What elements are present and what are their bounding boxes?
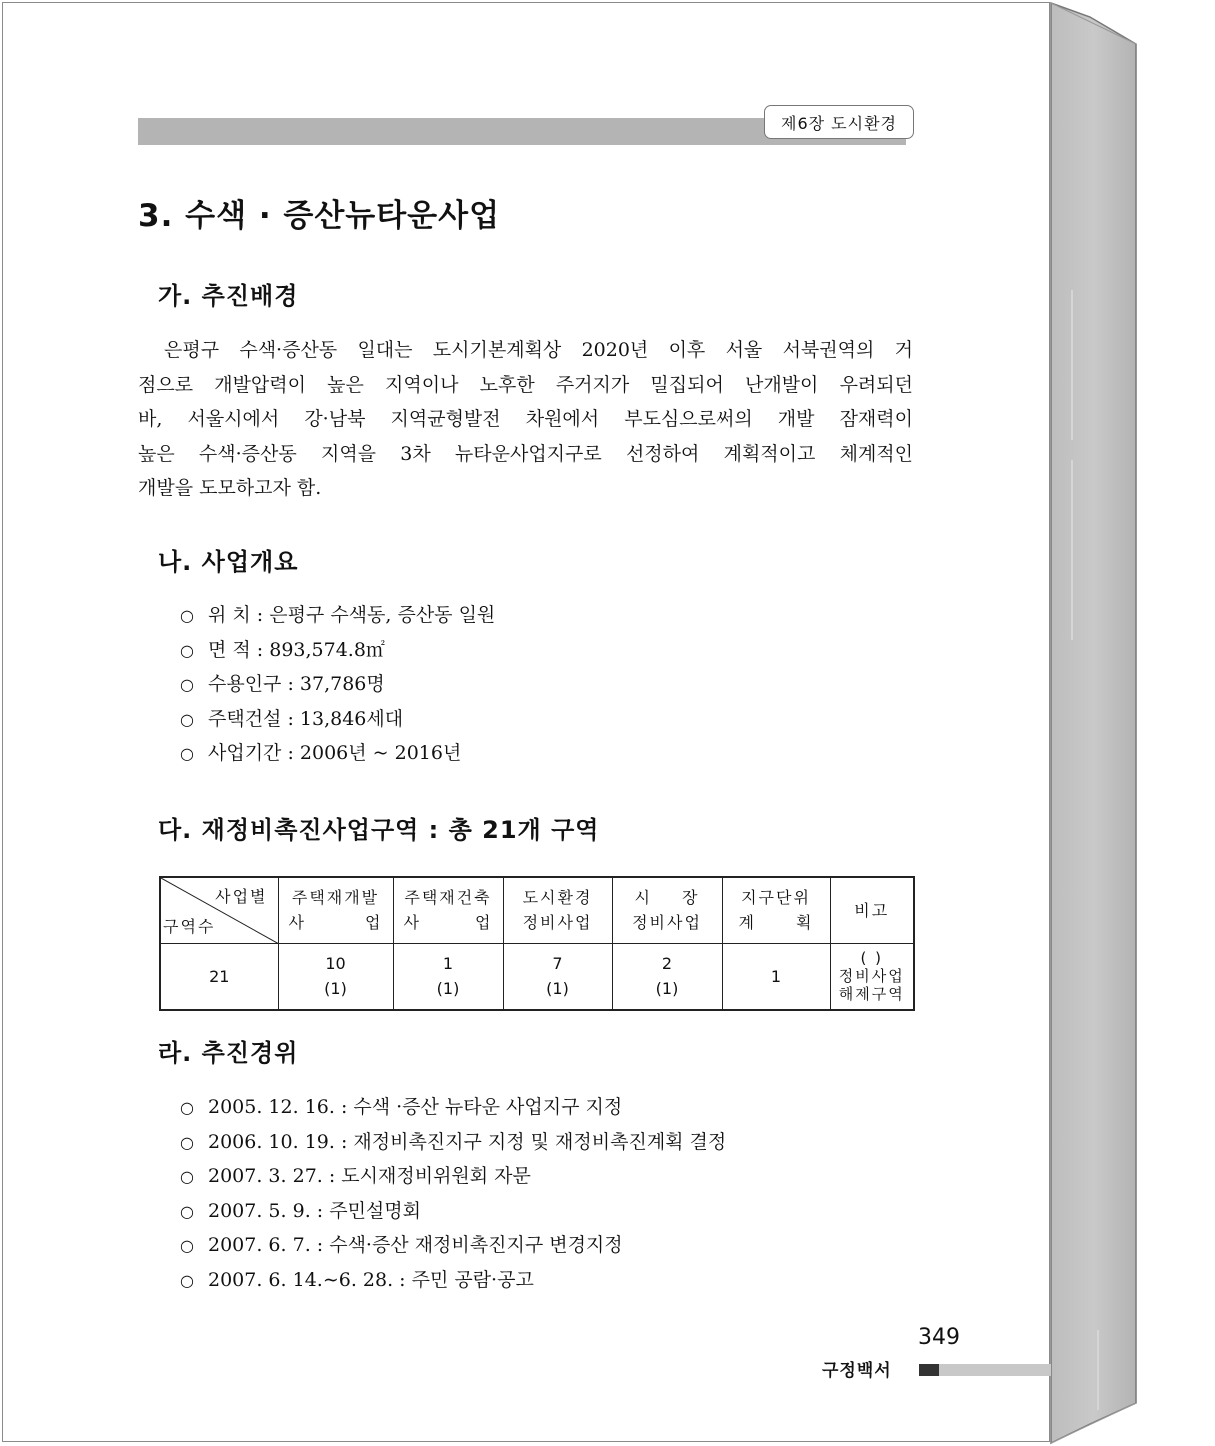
header-cell: 도시환경 정비사업 (503, 877, 612, 943)
history-list (180, 1090, 726, 1297)
paragraph-line: 은평구 수색·증산동 일대는 도시기본계획상 2020년 이후 서울 서북권역의 거 (164, 339, 913, 361)
overview-list (180, 598, 495, 771)
chapter-label: 제6장 도시환경 (764, 105, 914, 139)
paragraph-line: 높은 수색·증산동 지역을 3차 뉴타운사업지구로 선정하여 계획적이고 체계적인 (138, 442, 913, 465)
table-cell: 1 (1) (393, 943, 503, 1010)
corner-header-cell: 사업별 구역수 (160, 877, 278, 943)
table-cell: ( ) 정비사업 해제구역 (830, 943, 914, 1010)
table-row (160, 943, 914, 1010)
page-number: 349 (918, 1325, 960, 1350)
section-heading-background: 가. 추진배경 (158, 282, 299, 310)
table-cell: 1 (722, 943, 830, 1010)
table-cell: 7 (1) (503, 943, 612, 1010)
background-paragraph (138, 333, 913, 506)
paragraph-line: 개발을 도모하고자 함. (138, 477, 322, 499)
header-cell: 시 장 정비사업 (612, 877, 722, 943)
bullet-icon: ○ (180, 744, 194, 763)
footer-bar-dark (919, 1364, 939, 1376)
table-cell: 2 (1) (612, 943, 722, 1010)
header-cell: 비고 (830, 877, 914, 943)
list-item: ○ 2005. 12. 16. : 수색 ·증산 뉴타운 사업지구 지정 (180, 1090, 726, 1125)
section-heading-history: 라. 추진경위 (158, 1039, 299, 1067)
table-cell: 10 (1) (278, 943, 393, 1010)
table-cell: 21 (160, 943, 278, 1010)
bullet-icon: ○ (180, 1201, 194, 1221)
list-item: ○ 사업기간 : 2006년 ~ 2016년 (180, 736, 495, 771)
list-item: ○ 수용인구 : 37,786명 (180, 667, 495, 702)
section-heading-overview: 나. 사업개요 (158, 548, 299, 576)
paragraph-line: 바, 서울시에서 강·남북 지역균형발전 차원에서 부도심으로써의 개발 잠재력이 (138, 408, 913, 430)
list-item: ○ 2007. 5. 9. : 주민설명회 (180, 1194, 726, 1229)
list-item: ○ 주택건설 : 13,846세대 (180, 702, 495, 737)
header-cell: 주택재개발 사 업 (278, 877, 393, 943)
list-item: ○ 2007. 6. 7. : 수색·증산 재정비촉진지구 변경지정 (180, 1228, 726, 1263)
bullet-icon: ○ (180, 675, 194, 694)
bullet-icon: ○ (180, 1270, 194, 1290)
bullet-icon: ○ (180, 1167, 194, 1186)
section-heading-zones: 다. 재정비촉진사업구역 : 총 21개 구역 (158, 816, 600, 844)
list-item: ○ 2007. 3. 27. : 도시재정비위원회 자문 (180, 1159, 726, 1194)
bullet-icon: ○ (180, 1132, 194, 1152)
bullet-icon: ○ (180, 1236, 194, 1255)
list-item: ○ 위 치 : 은평구 수색동, 증산동 일원 (180, 598, 495, 633)
paragraph-line: 점으로 개발압력이 높은 지역이나 노후한 주거지가 밀집되어 난개발이 우려되던 (138, 373, 913, 396)
bullet-icon: ○ (180, 709, 194, 729)
footer-bar-light (939, 1364, 1051, 1376)
bullet-icon: ○ (180, 606, 194, 625)
list-item: ○ 2006. 10. 19. : 재정비촉진지구 지정 및 재정비촉진계획 결정 (180, 1125, 726, 1160)
bullet-icon: ○ (180, 1098, 194, 1117)
header-cell: 지구단위 계 획 (722, 877, 830, 943)
zone-table (159, 876, 915, 1011)
list-item: ○ 면 적 : 893,574.8㎡ (180, 633, 495, 668)
list-item: ○ 2007. 6. 14.∼6. 28. : 주민 공람·공고 (180, 1263, 726, 1298)
bullet-icon: ○ (180, 640, 194, 660)
header-cell: 주택재건축 사 업 (393, 877, 503, 943)
page-title: 3. 수색 · 증산뉴타운사업 (138, 198, 501, 234)
footer-label: 구정백서 (822, 1361, 892, 1381)
table-header-row (160, 877, 914, 943)
